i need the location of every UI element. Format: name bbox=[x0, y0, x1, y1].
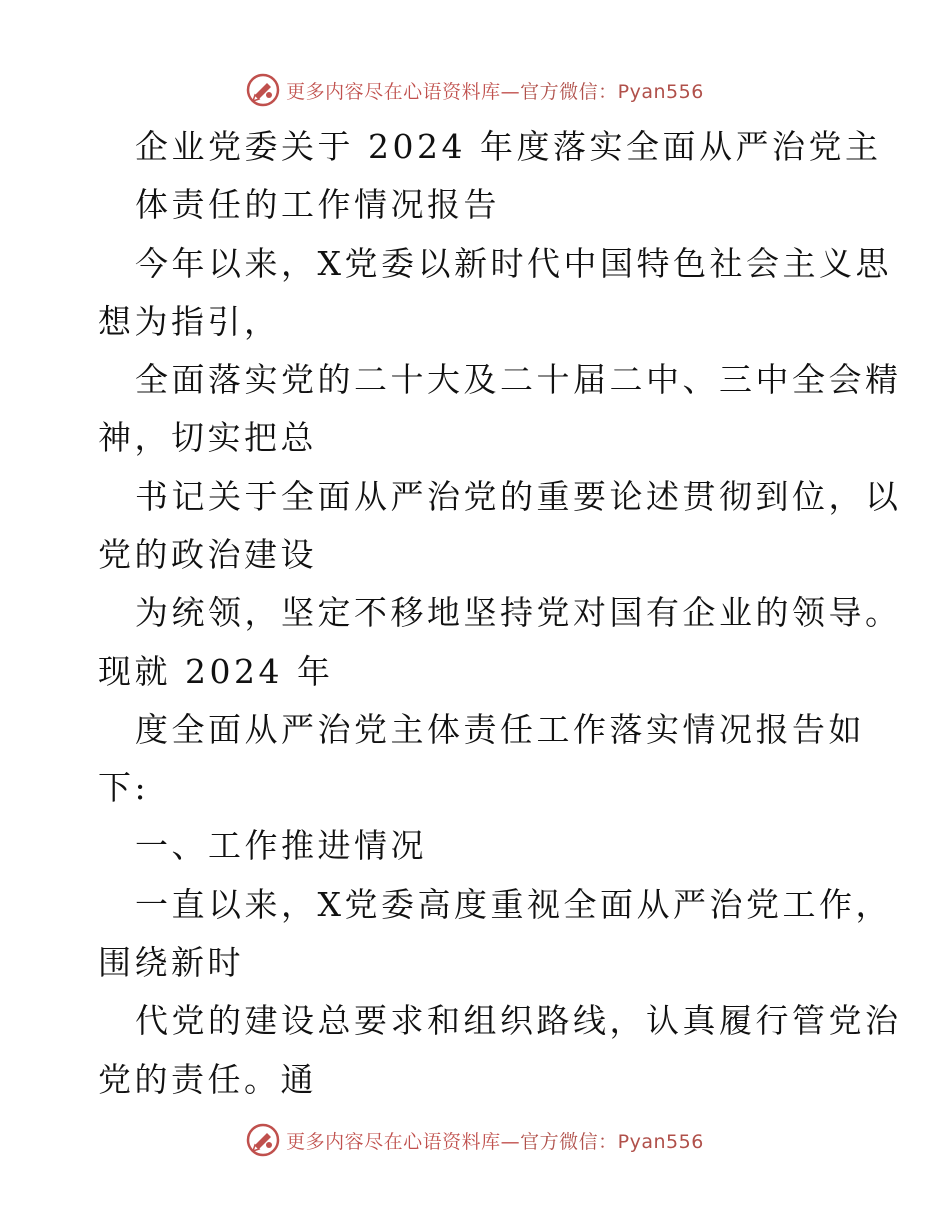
paragraph-line: 书记关于全面从严治党的重要论述贯彻到位，以 bbox=[135, 477, 902, 516]
paragraph-line: 围绕新时 bbox=[98, 943, 244, 982]
document-title-line-1: 企业党委关于 2024 年度落实全面从严治党主 bbox=[135, 127, 882, 166]
section-heading: 一、工作推进情况 bbox=[135, 826, 427, 865]
paragraph-line: 代党的建设总要求和组织路线，认真履行管党治 bbox=[135, 1001, 902, 1040]
document-title-line-2: 体责任的工作情况报告 bbox=[135, 185, 500, 224]
paragraph-line: 党的政治建设 bbox=[98, 535, 317, 574]
header-watermark bbox=[0, 70, 950, 110]
paragraph-line: 度全面从严治党主体责任工作落实情况报告如 bbox=[135, 710, 865, 749]
paragraph-line: 神，切实把总 bbox=[98, 418, 317, 457]
pen-seal-logo-icon bbox=[246, 73, 280, 107]
pen-seal-logo-icon bbox=[246, 1123, 280, 1157]
paragraph-line: 一直以来，X党委高度重视全面从严治党工作， bbox=[135, 885, 892, 924]
paragraph-line: 全面落实党的二十大及二十届二中、三中全会精 bbox=[135, 360, 902, 399]
footer-watermark bbox=[0, 1120, 950, 1160]
watermark-text: 更多内容尽在心语资料库—官方微信：Pyan556 bbox=[286, 1130, 704, 1153]
paragraph-line: 现就 2024 年 bbox=[98, 652, 334, 691]
paragraph-line: 为统领，坚定不移地坚持党对国有企业的领导。 bbox=[135, 593, 902, 632]
paragraph-line: 党的责任。通 bbox=[98, 1060, 317, 1099]
paragraph-line: 下: bbox=[98, 768, 150, 807]
paragraph-line: 今年以来，X党委以新时代中国特色社会主义思 bbox=[135, 244, 892, 283]
paragraph-line: 想为指引， bbox=[98, 302, 281, 341]
watermark-text: 更多内容尽在心语资料库—官方微信：Pyan556 bbox=[286, 80, 704, 103]
